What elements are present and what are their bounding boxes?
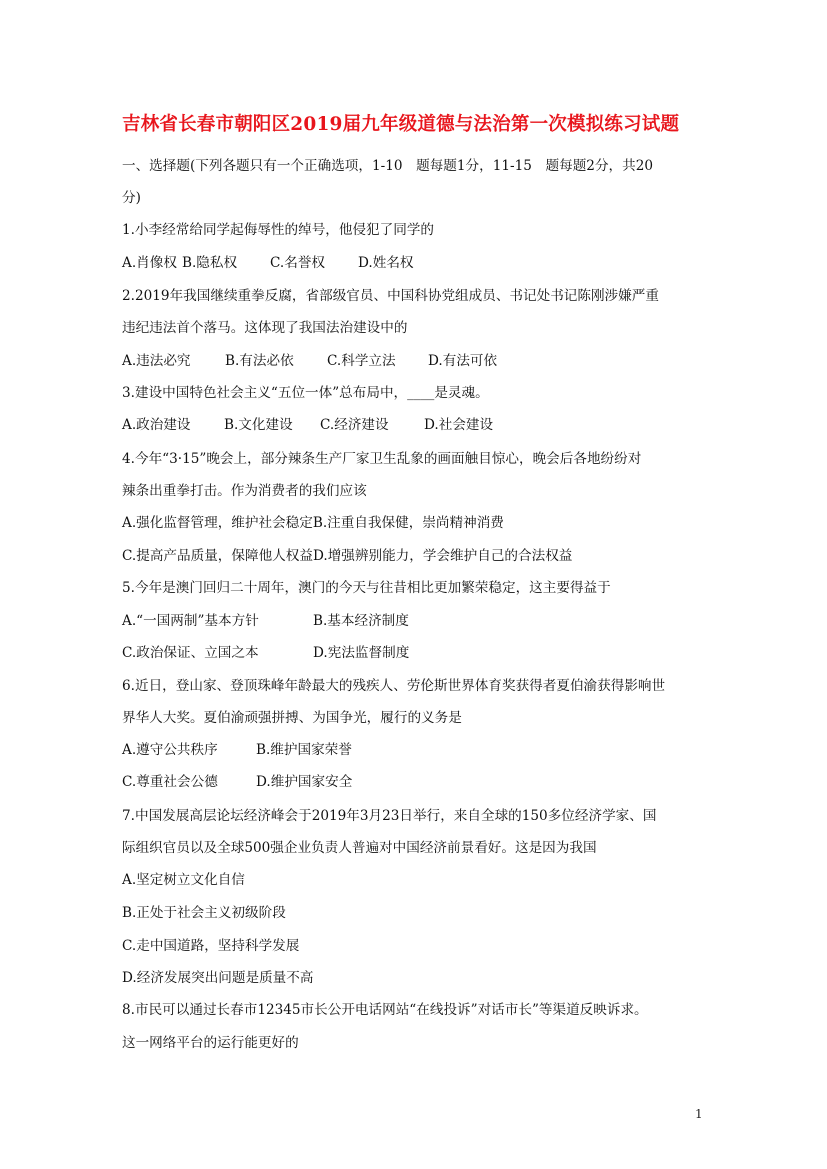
option-c: C.尊重社会公德 [122, 774, 218, 790]
question-7-stem-line-2: 际组织官员以及全球500强企业负责人普遍对中国经济前景看好。这是因为我国 [122, 840, 597, 856]
option-b: B.文化建设 [224, 417, 293, 433]
question-6-options-row-1 [122, 740, 712, 760]
option-d: D.姓名权 [358, 255, 414, 271]
option-a: A.肖像权 [122, 255, 177, 271]
page-number: 1 [695, 1107, 703, 1121]
question-2-stem-line-1: 2.2019年我国继续重拳反腐，省部级官员、中国科协党组成员、书记处书记陈刚涉嫌严重 [122, 288, 659, 304]
option-d: D.维护国家安全 [256, 774, 353, 790]
question-4-options-row-2 [122, 546, 712, 566]
question-4-options-row-1 [122, 513, 712, 533]
option-d: D.增强辨别能力，学会维护自己的合法权益 [312, 548, 573, 564]
question-3-stem: 3.建设中国特色社会主义“五位一体”总布局中，____是灵魂。 [122, 385, 489, 401]
section-header-line-2: 分) [122, 190, 141, 206]
question-7-stem-line-1: 7.中国发展高层论坛经济峰会于2019年3月23日举行，来自全球的150多位经济学家、国 [122, 808, 657, 824]
page-title: 吉林省长春市朝阳区2019届九年级道德与法治第一次模拟练习试题 [122, 114, 680, 135]
question-6-stem-line-2: 界华人大奖。夏伯渝顽强拼搏、为国争光，履行的义务是 [122, 710, 462, 726]
option-c: C.经济建设 [320, 417, 389, 433]
option-a: A.遵守公共秩序 [122, 742, 218, 758]
option-a: A.强化监督管理，维护社会稳定 [122, 515, 313, 531]
question-6-options-row-2 [122, 772, 712, 792]
question-8-stem-line-2: 这一网络平台的运行能更好的 [122, 1035, 299, 1051]
question-8-stem-line-1: 8.市民可以通过长春市12345市长公开电话网站“在线投诉”对话市长”等渠道反映诉求。 [122, 1002, 648, 1018]
option-a: A.违法必究 [122, 353, 191, 369]
question-1-stem: 1.小李经常给同学起侮辱性的绰号，他侵犯了同学的 [122, 222, 435, 238]
question-7-option-b: B.正处于社会主义初级阶段 [122, 905, 286, 921]
option-c: C.提高产品质量，保障他人权益 [122, 548, 313, 564]
option-c: C.科学立法 [327, 353, 396, 369]
question-1-options [122, 253, 712, 273]
question-6-stem-line-1: 6.近日，登山家、登顶珠峰年龄最大的残疾人、劳伦斯世界体育奖获得者夏伯渝获得影响世 [122, 678, 666, 694]
section-header-line-1: 一、选择题(下列各题只有一个正确选项，1-10 题每题1分，11-15 题每题2分，共20 [122, 158, 654, 174]
option-c: C.名誉权 [270, 255, 326, 271]
option-d: D.有法可依 [428, 353, 498, 369]
option-b: B.基本经济制度 [313, 613, 409, 629]
question-2-stem-line-2: 违纪违法首个落马。这体现了我国法治建设中的 [122, 320, 408, 336]
question-4-stem-line-1: 4.今年“3·15”晚会上，部分辣条生产厂家卫生乱象的画面触目惊心，晚会后各地纷纷对 [122, 451, 642, 467]
option-a: A.政治建设 [122, 417, 191, 433]
question-5-options-row-2 [122, 643, 712, 663]
question-4-stem-line-2: 辣条出重拳打击。作为消费者的我们应该 [122, 483, 367, 499]
question-5-options-row-1 [122, 611, 712, 631]
question-3-options [122, 415, 712, 435]
option-b: B.隐私权 [182, 255, 238, 271]
option-b: B.注重自我保健，崇尚精神消费 [312, 515, 504, 531]
option-b: B.有法必依 [225, 353, 294, 369]
question-2-options [122, 351, 712, 371]
option-a: A.“一国两制”基本方针 [122, 613, 259, 629]
question-5-stem: 5.今年是澳门回归二十周年，澳门的今天与往昔相比更加繁荣稳定，这主要得益于 [122, 580, 611, 596]
option-c: C.政治保证、立国之本 [122, 645, 259, 661]
question-7-option-a: A.坚定树立文化自信 [122, 872, 245, 888]
question-7-option-c: C.走中国道路，坚持科学发展 [122, 938, 300, 954]
option-d: D.社会建设 [424, 417, 494, 433]
option-b: B.维护国家荣誉 [256, 742, 352, 758]
option-d: D.宪法监督制度 [313, 645, 410, 661]
question-7-option-d: D.经济发展突出问题是质量不高 [122, 970, 314, 986]
